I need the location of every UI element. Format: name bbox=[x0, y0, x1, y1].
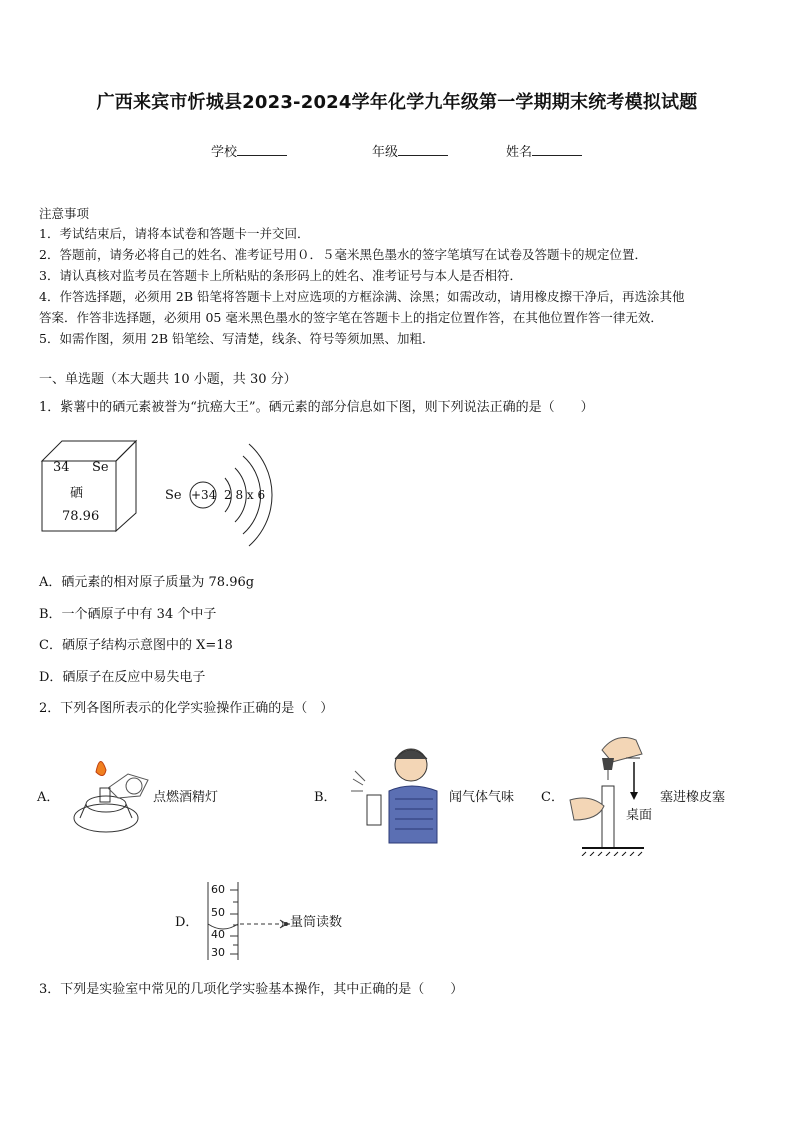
cylinder-tick-60: 60 bbox=[211, 883, 225, 896]
atom-nucleus: +34 bbox=[191, 488, 217, 502]
page-title: 广西来宾市忻城县2023-2024学年化学九年级第一学期期末统考模拟试题 bbox=[96, 92, 698, 113]
q1-option-c[interactable]: C．硒原子结构示意图中的 X=18 bbox=[39, 638, 233, 653]
name-blank[interactable] bbox=[532, 143, 582, 156]
q2-option-a-letter[interactable]: A． bbox=[37, 790, 60, 805]
q2-option-c-sublabel: 桌面 bbox=[626, 808, 653, 823]
element-number: 34 bbox=[53, 460, 70, 475]
cylinder-tick-40: 40 bbox=[211, 928, 225, 941]
q2-option-c-caption: 塞进橡皮塞 bbox=[660, 790, 726, 805]
alcohol-lamp-image bbox=[68, 748, 158, 840]
notice-item-1: 1．考试结束后，请将本试卷和答题卡一并交回． bbox=[39, 226, 310, 241]
name-field bbox=[506, 141, 582, 160]
school-label: 学校 bbox=[211, 145, 238, 160]
name-label: 姓名 bbox=[506, 145, 533, 160]
grade-label: 年级 bbox=[372, 145, 399, 160]
element-symbol: Se bbox=[92, 460, 109, 475]
grade-blank[interactable] bbox=[398, 143, 448, 156]
section-heading: 一、单选题（本大题共 10 小题，共 30 分） bbox=[39, 372, 297, 387]
question-2-stem: 2．下列各图所表示的化学实验操作正确的是（ ） bbox=[39, 701, 334, 716]
question-1-stem: 1．紫薯中的硒元素被誉为“抗癌大王”。硒元素的部分信息如下图，则下列说法正确的是（ ） bbox=[39, 400, 594, 415]
cylinder-tick-50: 50 bbox=[211, 906, 225, 919]
q2-option-a-caption: 点燃酒精灯 bbox=[153, 790, 219, 805]
q1-option-a[interactable]: A．硒元素的相对原子质量为 78.96g bbox=[39, 575, 255, 590]
notice-item-2: 2．答题前，请务必将自己的姓名、准考证号用０．５毫米黑色墨水的签字笔填写在试卷及答题卡的规定位置． bbox=[39, 247, 647, 262]
stopper-insertion-image bbox=[568, 728, 653, 856]
cylinder-tick-30: 30 bbox=[211, 946, 225, 959]
question-3-stem: 3．下列是实验室中常见的几项化学实验基本操作，其中正确的是（ ） bbox=[39, 982, 464, 997]
q1-option-d[interactable]: D．硒原子在反应中易失电子 bbox=[39, 670, 206, 685]
grade-field bbox=[372, 141, 448, 160]
atom-symbol: Se bbox=[165, 488, 182, 503]
q1-option-b[interactable]: B．一个硒原子中有 34 个中子 bbox=[39, 607, 217, 622]
q2-option-d-letter[interactable]: D． bbox=[175, 915, 199, 930]
smelling-gas-image bbox=[345, 743, 441, 845]
q2-option-b-letter[interactable]: B． bbox=[314, 790, 337, 805]
notice-heading: 注意事项 bbox=[39, 206, 90, 221]
school-field bbox=[211, 141, 287, 160]
atom-shells: 2 8 x 6 bbox=[224, 488, 266, 502]
q2-option-b-caption: 闻气体气味 bbox=[449, 790, 515, 805]
q2-option-d-caption: 量筒读数 bbox=[290, 915, 343, 930]
q2-option-c-letter[interactable]: C． bbox=[541, 790, 564, 805]
notice-item-4-cont: 答案．作答非选择题，必须用 05 毫米黑色墨水的签字笔在答题卡上的指定位置作答，在其他位置作答一律无效． bbox=[39, 310, 663, 325]
element-name: 硒 bbox=[70, 486, 84, 501]
school-blank[interactable] bbox=[237, 143, 287, 156]
element-mass: 78.96 bbox=[62, 509, 100, 524]
notice-item-4: 4．作答选择题，必须用 2B 铅笔将答题卡上对应选项的方框涂满、涂黑；如需改动，请用橡皮擦干净后，再选涂其他 bbox=[39, 289, 685, 304]
notice-item-5: 5．如需作图，须用 2B 铅笔绘、写清楚，线条、符号等须加黑、加粗． bbox=[39, 331, 435, 346]
notice-item-3: 3．请认真核对监考员在答题卡上所粘贴的条形码上的姓名、准考证号与本人是否相符． bbox=[39, 268, 522, 283]
